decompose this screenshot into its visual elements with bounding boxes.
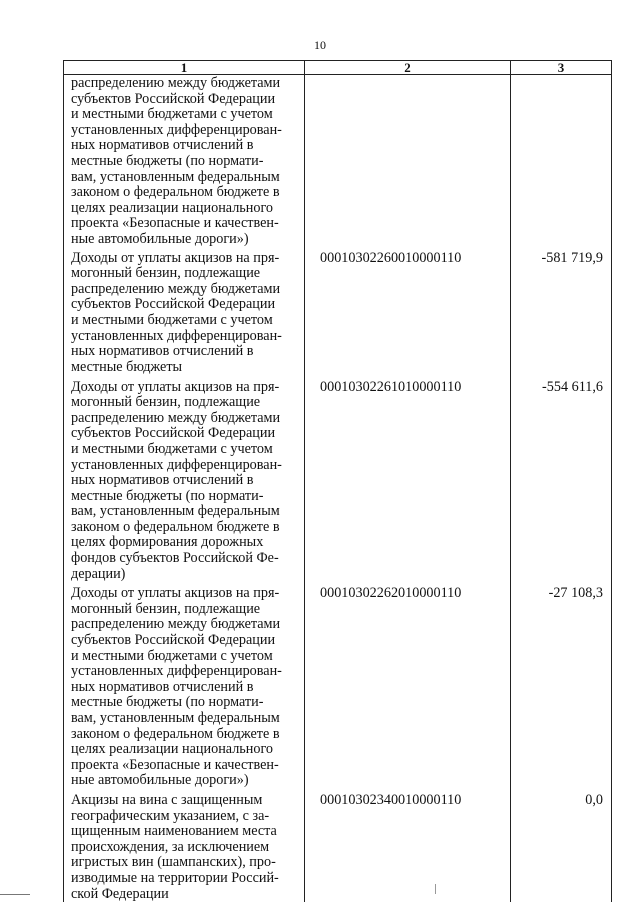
revenue-name-line: установленных дифференцирован- — [71, 121, 282, 138]
revenue-name-line: фондов субъектов Российской Фе- — [71, 550, 279, 567]
revenue-name-line: субъектов Российской Федерации — [71, 90, 276, 107]
revenue-name-line: ных нормативов отчислений в — [71, 472, 254, 489]
revenue-name-line: могонный бензин, подлежащие — [71, 265, 261, 282]
table-row — [64, 376, 612, 583]
revenue-name-line: проекта «Безопасные и качествен- — [71, 215, 279, 232]
revenue-table — [63, 60, 612, 902]
revenue-name-cell — [64, 582, 305, 789]
revenue-name-line: Доходы от уплаты акцизов на пря- — [71, 585, 280, 602]
revenue-name-line: целях формирования дорожных — [71, 534, 264, 551]
scan-edge-mark — [435, 884, 436, 894]
revenue-name-line: субъектов Российской Федерации — [71, 296, 276, 313]
column-header-name: 1 — [64, 61, 305, 75]
revenue-name-line: вам, установленным федеральным — [71, 168, 280, 185]
revenue-name-line: и местными бюджетами с учетом — [71, 311, 273, 328]
revenue-name-line: Акцизы на вина с защищенным — [71, 791, 263, 808]
budget-classification-code: 00010302261010000110 — [305, 376, 511, 583]
scan-edge-mark — [0, 894, 30, 895]
column-header-code: 2 — [305, 61, 511, 75]
revenue-name-line: ные автомобильные дороги») — [71, 772, 249, 789]
revenue-name-line: и местными бюджетами с учетом — [71, 440, 273, 457]
revenue-name-line: законом о федеральном бюджете в — [71, 518, 280, 535]
revenue-name-cell — [64, 248, 305, 376]
amount-value — [511, 75, 612, 248]
amount-value: 0,0 — [511, 789, 612, 902]
revenue-name-line: установленных дифференцирован- — [71, 456, 282, 473]
revenue-name-line: целях реализации национального — [71, 199, 273, 216]
revenue-name-line: проекта «Безопасные и качествен- — [71, 756, 279, 773]
revenue-name-line: и местными бюджетами с учетом — [71, 106, 273, 123]
revenue-name-line: ных нормативов отчислений в — [71, 343, 254, 360]
revenue-name-line: Доходы от уплаты акцизов на пря- — [71, 378, 280, 395]
revenue-name-line: распределению между бюджетами — [71, 280, 281, 297]
amount-value: -554 611,6 — [511, 376, 612, 583]
revenue-name-line: распределению между бюджетами — [71, 616, 281, 633]
revenue-name-line: происхождения, за исключением — [71, 838, 270, 855]
revenue-name-line: игристых вин (шампанских), про- — [71, 854, 276, 871]
revenue-name-line: могонный бензин, подлежащие — [71, 600, 261, 617]
revenue-name-line: местные бюджеты (по нормати- — [71, 487, 264, 504]
revenue-name-line: могонный бензин, подлежащие — [71, 394, 261, 411]
revenue-name-line: целях реализации национального — [71, 741, 273, 758]
revenue-name-line: дерации) — [71, 565, 126, 582]
revenue-name-line: распределению между бюджетами — [71, 75, 281, 91]
table-row — [64, 789, 612, 902]
table-row — [64, 75, 612, 248]
revenue-name-line: установленных дифференцирован- — [71, 327, 282, 344]
revenue-name-line: и местными бюджетами с учетом — [71, 647, 273, 664]
revenue-name-line: ные автомобильные дороги») — [71, 230, 249, 247]
revenue-name-cell — [64, 75, 305, 248]
revenue-name-line: установленных дифференцирован- — [71, 663, 282, 680]
budget-classification-code: 00010302262010000110 — [305, 582, 511, 789]
amount-value: -581 719,9 — [511, 248, 612, 376]
table-row — [64, 248, 612, 376]
budget-classification-code — [305, 75, 511, 248]
revenue-name-line: ных нормативов отчислений в — [71, 137, 254, 154]
budget-classification-code: 00010302340010000110 — [305, 789, 511, 902]
revenue-name-line: щищенным наименованием места — [71, 823, 277, 840]
table-header-row — [64, 61, 612, 75]
amount-value: -27 108,3 — [511, 582, 612, 789]
revenue-name-line: изводимые на территории Россий- — [71, 869, 279, 886]
budget-classification-code: 00010302260010000110 — [305, 248, 511, 376]
revenue-name-line: законом о федеральном бюджете в — [71, 725, 280, 742]
revenue-name-line: ской Федерации — [71, 885, 169, 902]
revenue-name-cell — [64, 376, 305, 583]
revenue-name-line: субъектов Российской Федерации — [71, 425, 276, 442]
revenue-name-line: ных нормативов отчислений в — [71, 678, 254, 695]
revenue-name-line: субъектов Российской Федерации — [71, 632, 276, 649]
revenue-name-line: Доходы от уплаты акцизов на пря- — [71, 249, 280, 266]
revenue-name-line: законом о федеральном бюджете в — [71, 184, 280, 201]
revenue-name-line: распределению между бюджетами — [71, 409, 281, 426]
revenue-name-line: местные бюджеты — [71, 358, 183, 375]
revenue-name-line: местные бюджеты (по нормати- — [71, 694, 264, 711]
column-header-amount: 3 — [511, 61, 612, 75]
revenue-name-line: местные бюджеты (по нормати- — [71, 152, 264, 169]
revenue-name-line: вам, установленным федеральным — [71, 503, 280, 520]
revenue-name-line: вам, установленным федеральным — [71, 710, 280, 726]
revenue-name-line: географическим указанием, с за- — [71, 807, 270, 824]
table-row — [64, 582, 612, 789]
page-number: 10 — [314, 38, 326, 52]
revenue-name-cell — [64, 789, 305, 902]
